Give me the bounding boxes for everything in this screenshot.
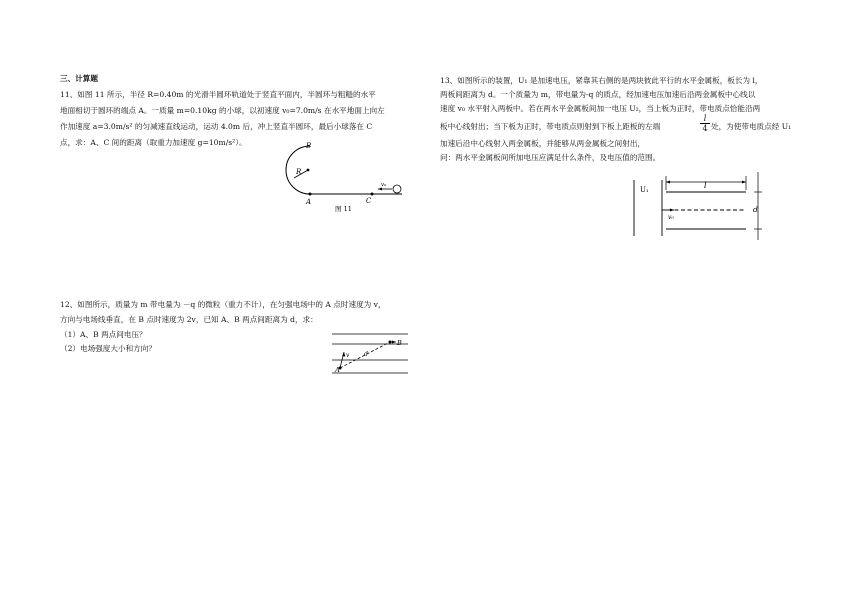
q12-line-2: 方向与电场线垂直，在 B 点时速度为 2v，已知 A、B 两点间距离为 d，求： [60,315,318,324]
label-B: B [397,339,402,347]
length-arrow-left [666,181,670,184]
fraction-numerator: l [700,114,710,124]
label-R: R [296,168,302,176]
velocity-v0-arrowhead [670,209,674,212]
q13-line-4b: 处，为使带电质点经 U₁ [711,122,792,131]
label-A: A [306,198,312,206]
point-A-dot [309,193,312,196]
label-U1: U₁ [640,186,649,194]
q13-line-6: 问：两水平金属板间所加电压应满足什么条件，及电压值的范围。 [440,153,661,162]
label-v0: v₀ [381,182,387,188]
label-B: B [306,142,312,150]
q12-line-4: （2）电场强度大小和方向？ [60,344,156,353]
q11-line-2: 地面相切于圆环的端点 A。一质量 m=0.10kg 的小球，以初速度 v₀=7.0m/s 在水平地面上向左 [60,106,385,115]
label-l: l [704,181,707,190]
velocity-2v-arrowhead [392,341,396,344]
q12-line-1: 12、如图所示，质量为 m 带电量为 －q 的微粒（重力不计），在匀强电场中的 A 点时速度为 v， [60,300,386,309]
label-C: C [366,197,372,205]
q13-line-1: 13、如图所示的装置，U₁ 是加速电压，紧靠其右侧的是两块彼此平行的水平金属板，板长为 l， [440,76,763,85]
q11-line-1: 11、如图 11 所示，半径 R=0.40m 的光滑半圆环轨道处于竖直平面内，半圆环与粗糙的水平 [60,90,376,99]
ball [393,185,401,193]
fraction-denominator: 4 [702,124,708,133]
label-v0: v₀ [668,214,674,221]
fraction-l-over-4 [700,114,710,133]
center-dot [307,169,310,172]
label-d: d [753,205,758,214]
q11-line-3: 作加速度 a=3.0m/s² 的匀减速直线运动，运动 4.0m 后，冲上竖直半圆环，最后小球落在 C [60,122,373,131]
q13-line-2: 两板间距离为 d。一个质量为 m，带电量为-q 的质点，经加速电压加速后沿两金属板中心线以 [440,90,756,99]
point-C-dot [371,193,374,196]
q13-line-3: 速度 v₀ 水平射入两板中。若在两水平金属板间加一电压 U₂，当上板为正时，带电质点恰能沿两 [440,104,761,113]
q13-line-4a: 板中心线射出；当下板为正时，带电质点则射到下板上距板的左端 [440,122,661,131]
q11-figure [278,142,408,212]
q13-line-5: 加速后沿中心线射入两金属板，并能够从两金属板之间射出， [440,139,646,148]
length-arrow-right [742,181,746,184]
q12-figure [330,330,410,375]
q11-line-4: 点，求：A、C 间的距离（取重力加速度 g=10m/s²）。 [60,138,247,147]
label-d: d [364,351,368,358]
label-A: A [335,366,340,374]
velocity-v-arrowhead [342,352,345,357]
label-v: v [346,352,350,359]
q12-line-3: （1）A、B 两点间电压？ [60,330,147,339]
figure-caption: 图 11 [335,205,352,213]
point-B-dot [389,341,392,344]
section-title: 三、计算题 [60,74,98,83]
q13-figure [628,170,778,240]
